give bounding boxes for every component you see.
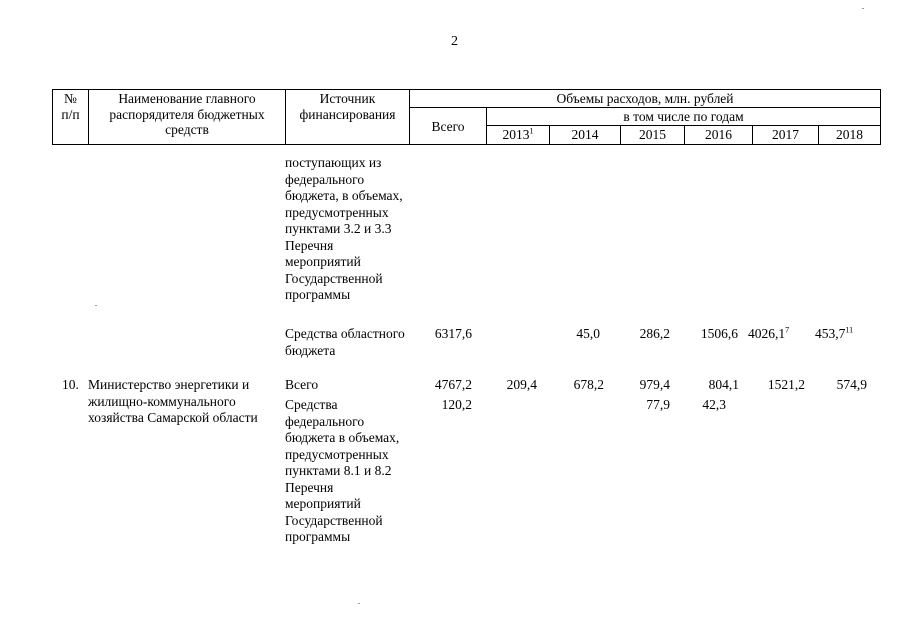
value-total: 6317,6 [434,326,472,341]
header-source: Источник финансирования [286,90,410,145]
value-2015: 77,9 [646,397,670,412]
header-volumes: Объемы расходов, млн. рублей [410,90,881,108]
header-year-2014: 2014 [550,125,621,144]
page-number: 2 [451,34,458,49]
scan-speck [358,603,360,604]
source-federal-continued: поступающих из федерального бюджета, в объемах, предусмотренных пунктами 3.2 и 3.3 Перечня мероприятий Государственной программы [285,155,403,302]
value-2013: 209,4 [506,377,537,392]
value-2016b: 1506,6 [700,326,738,341]
header-year-2016: 2016 [685,125,753,144]
header-num: № п/п [53,90,89,145]
footnote-mark: 7 [785,325,790,335]
value-2017: 1521,2 [767,377,805,392]
value-total: 4767,2 [434,377,472,392]
row-number: 10. [62,377,79,392]
footnote-mark: 11 [845,325,854,335]
value-2016: 42,3 [702,397,726,412]
value-2014: 678,2 [573,377,604,392]
value-total: 120,2 [441,397,472,412]
header-table [52,89,881,145]
header-by-years: в том числе по годам [487,108,881,126]
header-year-2018: 2018 [819,125,881,144]
source-federal-budget: Средства федерального бюджета в объемах, предусмотренных пунктами 8.1 и 8.2 Перечня мероприятий Государственной программы [285,397,400,544]
value-2015: 45,0 [576,326,600,341]
header-year-2017: 2017 [753,125,819,144]
value-2018: 574,9 [836,377,867,392]
source-regional-budget: Средства областного бюджета [285,326,405,358]
value-2016: 804,1 [708,377,739,392]
distributor-name: Министерство энергетики и жилищно-коммунального хозяйства Самарской области [88,377,258,425]
source-total: Всего [285,377,319,392]
value-2018: 453,7$^{11}$ [815,325,854,341]
value-2017: 4026,1$^7$ [748,325,790,341]
footnote-mark: 1 [529,126,534,135]
header-total: Всего [410,108,487,145]
scan-speck [862,8,864,9]
scan-speck [95,305,97,306]
header-name: Наименование главного распорядителя бюджетных средств [89,90,286,145]
header-year-2015: 2015 [621,125,685,144]
header-year-2013: 2013$^1$ [487,125,550,144]
value-2015: 979,4 [639,377,670,392]
value-2016: 286,2 [639,326,670,341]
